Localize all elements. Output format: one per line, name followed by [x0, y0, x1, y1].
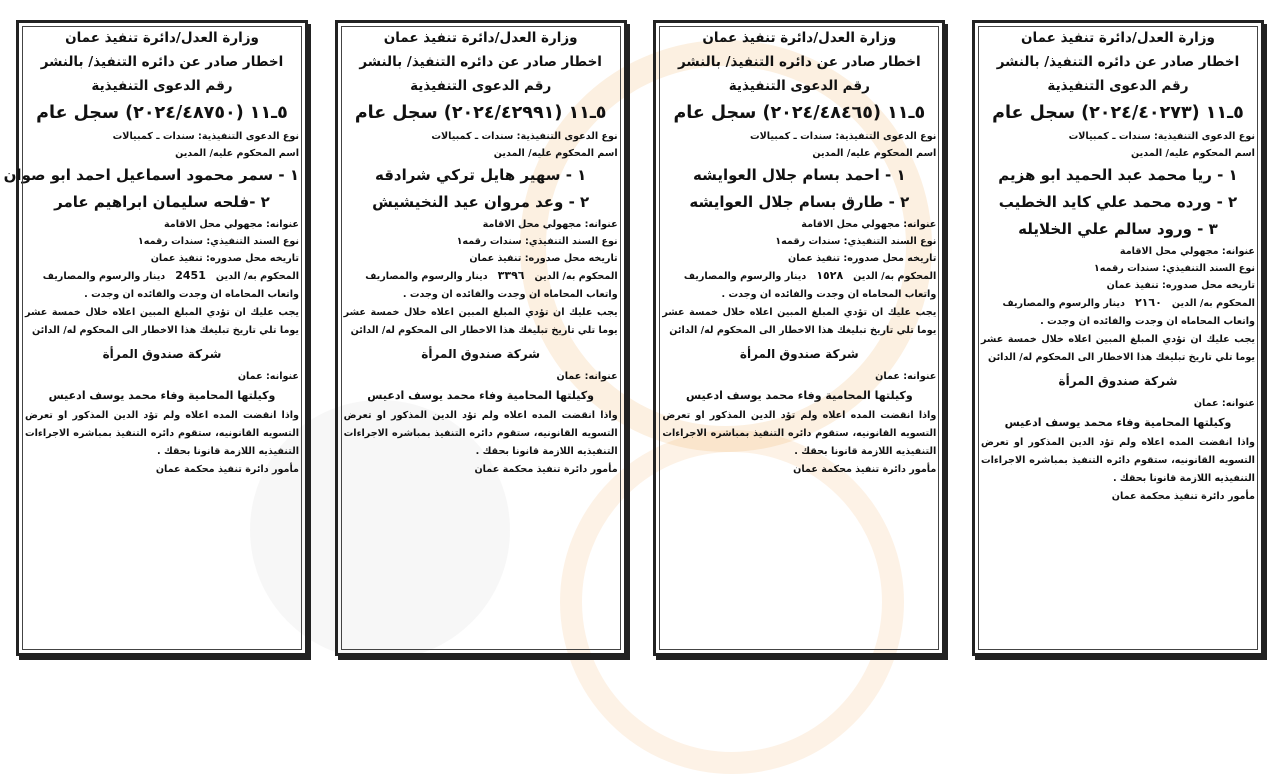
signature: مأمور دائرة تنفيذ محكمة عمان — [793, 464, 937, 475]
creditor-name: شركة صندوق المرأة — [1058, 374, 1178, 388]
notice-type: اخطار صادر عن دائره التنفيذ/ بالنشر — [678, 54, 921, 70]
agent-name: وكيلتها المحامية وفاء محمد يوسف ادعيس — [685, 389, 913, 402]
legal-notice — [3, 20, 308, 656]
notice-type: اخطار صادر عن دائره التنفيذ/ بالنشر — [40, 54, 284, 70]
case-label: رقم الدعوى التنفيذية — [1047, 78, 1189, 94]
creditor-name: شركة صندوق المرأة — [102, 347, 222, 361]
case-label: رقم الدعوى التنفيذية — [728, 78, 870, 94]
case-type: نوع الدعوى التنفيذية: سندات ـ كمبيالات — [112, 131, 299, 142]
notices-row — [3, 20, 1264, 668]
issue-place: تاريخه محل صدوره: تنفيذ عمان — [150, 253, 299, 264]
warning-text: واذا انقضت المده اعلاه ولم تؤد الدين المذكور او تعرض التسويه القانونيه، ستقوم دائره التنفيذ بمباشره الاجراءات التنفيذيه اللازمة قانونا بحقك . — [980, 437, 1255, 484]
judged-suffix: دينار والرسوم والمصاريف — [683, 271, 807, 282]
judged-suffix: دينار والرسوم والمصاريف — [365, 271, 488, 282]
debt-amount: 2451 — [175, 269, 206, 282]
case-label: رقم الدعوى التنفيذية — [91, 78, 233, 94]
debtor-address: عنوانه: مجهولي محل الاقامة — [163, 219, 299, 230]
case-label: رقم الدعوى التنفيذية — [410, 78, 552, 94]
creditor-name: شركة صندوق المرأة — [739, 347, 859, 361]
agent-name: وكيلتها المحامية وفاء محمد يوسف ادعيس — [48, 389, 276, 402]
bond-type: نوع السند التنفيذي: سندات رقمه١ — [1093, 263, 1255, 274]
ministry-title: وزارة العدل/دائرة تنفيذ عمان — [702, 30, 897, 46]
debtor-address: عنوانه: مجهولي محل الاقامة — [801, 219, 937, 230]
ministry-title: وزارة العدل/دائرة تنفيذ عمان — [383, 30, 578, 46]
warning-text: واذا انقضت المده اعلاه ولم تؤد الدين المذكور او تعرض التسويه القانونيه، ستقوم دائره التنفيذ بمباشره الاجراءات التنفيذيه اللازمة قانونا بحقك . — [662, 410, 937, 457]
issue-place: تاريخه محل صدوره: تنفيذ عمان — [469, 253, 618, 264]
judged-amount-line — [662, 267, 936, 286]
debtor-name: ١ - سمر محمود اسماعيل احمد ابو صوان — [3, 166, 299, 184]
judged-amount-line — [344, 267, 618, 286]
debtor-name: ١ - سهير هايل تركي شرادقه — [374, 166, 587, 184]
agent-name: وكيلتها المحامية وفاء محمد يوسف ادعيس — [1004, 416, 1232, 429]
payment-notice: يجب عليك ان تؤدي المبلغ المبين اعلاه خلال خمسة عشر يوما تلي تاريخ تبليغك هذا الاخطار الى المحكوم له/ الدائن — [980, 334, 1255, 363]
warning-text: واذا انقضت المده اعلاه ولم تؤد الدين المذكور او تعرض التسويه القانونيه، ستقوم دائره التنفيذ بمباشره الاجراءات التنفيذيه اللازمة قانونا بحقك . — [343, 410, 618, 457]
debtor-label: اسم المحكوم عليه/ المدين — [493, 148, 618, 159]
legal-notice — [972, 20, 1264, 656]
judged-amount-line — [25, 267, 299, 286]
debtor-address: عنوانه: مجهولي محل الاقامة — [1119, 246, 1255, 257]
case-number: ٥ـ١١ (٢٠٢٤/٤٢٩٩١) سجل عام — [354, 103, 607, 123]
warning-text: واذا انقضت المده اعلاه ولم تؤد الدين المذكور او تعرض التسويه القانونيه، ستقوم دائره التنفيذ بمباشره الاجراءات التنفيذيه اللازمة قانونا بحقك . — [25, 410, 299, 457]
creditor-address: عنوانه: عمان — [237, 371, 299, 382]
debtor-name: ١ - احمد بسام جلال العوايشه — [692, 166, 906, 184]
fees-line: واتعاب المحاماه ان وجدت والفائده ان وجدت . — [402, 289, 618, 300]
debtor-address: عنوانه: مجهولي محل الاقامة — [482, 219, 618, 230]
case-type: نوع الدعوى التنفيذية: سندات ـ كمبيالات — [1068, 131, 1255, 142]
debtor-label: اسم المحكوم عليه/ المدين — [1131, 148, 1255, 159]
debtor-label: اسم المحكوم عليه/ المدين — [175, 148, 299, 159]
debtor-name: ٣ - ورود سالم علي الخلايله — [1018, 220, 1218, 238]
agent-name: وكيلتها المحامية وفاء محمد يوسف ادعيس — [367, 389, 595, 402]
judged-prefix: المحكوم به/ الدين — [534, 271, 618, 282]
debtor-name: ١ - ريا محمد عبد الحميد ابو هزيم — [998, 166, 1238, 184]
debt-amount: ٣٣٩٦ — [497, 269, 525, 282]
debtor-name: ٢ - ورده محمد علي كايد الخطيب — [998, 193, 1238, 211]
fees-line: واتعاب المحاماه ان وجدت والفائده ان وجدت . — [84, 289, 299, 300]
debt-amount: ٢١٦٠ — [1134, 296, 1162, 309]
legal-notice — [335, 20, 627, 656]
judged-prefix: المحكوم به/ الدين — [1171, 298, 1255, 309]
creditor-address: عنوانه: عمان — [556, 371, 618, 382]
bond-type: نوع السند التنفيذي: سندات رقمه١ — [456, 236, 618, 247]
judged-amount-line — [981, 294, 1255, 313]
debt-amount: ١٥٢٨ — [816, 269, 844, 282]
payment-notice: يجب عليك ان تؤدي المبلغ المبين اعلاه خلال خمسة عشر يوما تلي تاريخ تبليغك هذا الاخطار الى المحكوم له/ الدائن — [662, 307, 937, 336]
issue-place: تاريخه محل صدوره: تنفيذ عمان — [788, 253, 937, 264]
case-number: ٥ـ١١ (٢٠٢٤/٤٠٢٧٣) سجل عام — [992, 103, 1244, 123]
case-type: نوع الدعوى التنفيذية: سندات ـ كمبيالات — [749, 131, 937, 142]
judged-suffix: دينار والرسوم والمصاريف — [1002, 298, 1125, 309]
signature: مأمور دائرة تنفيذ محكمة عمان — [155, 464, 299, 475]
notice-type: اخطار صادر عن دائره التنفيذ/ بالنشر — [996, 54, 1240, 70]
legal-notice — [653, 20, 945, 656]
ministry-title: وزارة العدل/دائرة تنفيذ عمان — [65, 30, 259, 46]
judged-prefix: المحكوم به/ الدين — [853, 271, 937, 282]
case-type: نوع الدعوى التنفيذية: سندات ـ كمبيالات — [431, 131, 618, 142]
fees-line: واتعاب المحاماه ان وجدت والفائده ان وجدت . — [1040, 316, 1255, 327]
notice-type: اخطار صادر عن دائره التنفيذ/ بالنشر — [359, 54, 602, 70]
bond-type: نوع السند التنفيذي: سندات رقمه١ — [137, 236, 299, 247]
case-number: ٥ـ١١ (٢٠٢٤/٤٨٧٥٠) سجل عام — [36, 103, 288, 123]
payment-notice: يجب عليك ان تؤدي المبلغ المبين اعلاه خلال خمسة عشر يوما تلي تاريخ تبليغك هذا الاخطار الى المحكوم له/ الدائن — [25, 307, 299, 336]
debtor-name: ٢ -فلحه سليمان ابراهيم عامر — [54, 193, 270, 211]
creditor-address: عنوانه: عمان — [1193, 398, 1255, 409]
judged-suffix: دينار والرسوم والمصاريف — [42, 271, 166, 282]
ministry-title: وزارة العدل/دائرة تنفيذ عمان — [1021, 30, 1215, 46]
signature: مأمور دائرة تنفيذ محكمة عمان — [474, 464, 618, 475]
judged-prefix: المحكوم به/ الدين — [215, 271, 299, 282]
issue-place: تاريخه محل صدوره: تنفيذ عمان — [1106, 280, 1255, 291]
fees-line: واتعاب المحاماه ان وجدت والفائده ان وجدت . — [721, 289, 937, 300]
creditor-name: شركة صندوق المرأة — [421, 347, 541, 361]
bond-type: نوع السند التنفيذي: سندات رقمه١ — [775, 236, 937, 247]
creditor-address: عنوانه: عمان — [875, 371, 937, 382]
debtor-name: ٢ - طارق بسام جلال العوايشه — [689, 193, 910, 211]
case-number: ٥ـ١١ (٢٠٢٤/٤٨٤٦٥) سجل عام — [673, 103, 926, 123]
payment-notice: يجب عليك ان تؤدي المبلغ المبين اعلاه خلال خمسة عشر يوما تلي تاريخ تبليغك هذا الاخطار الى المحكوم له/ الدائن — [343, 307, 618, 336]
debtor-name: ٢ - وعد مروان عيد النخيشيش — [372, 193, 590, 211]
signature: مأمور دائرة تنفيذ محكمة عمان — [1111, 491, 1255, 502]
debtor-label: اسم المحكوم عليه/ المدين — [812, 148, 937, 159]
